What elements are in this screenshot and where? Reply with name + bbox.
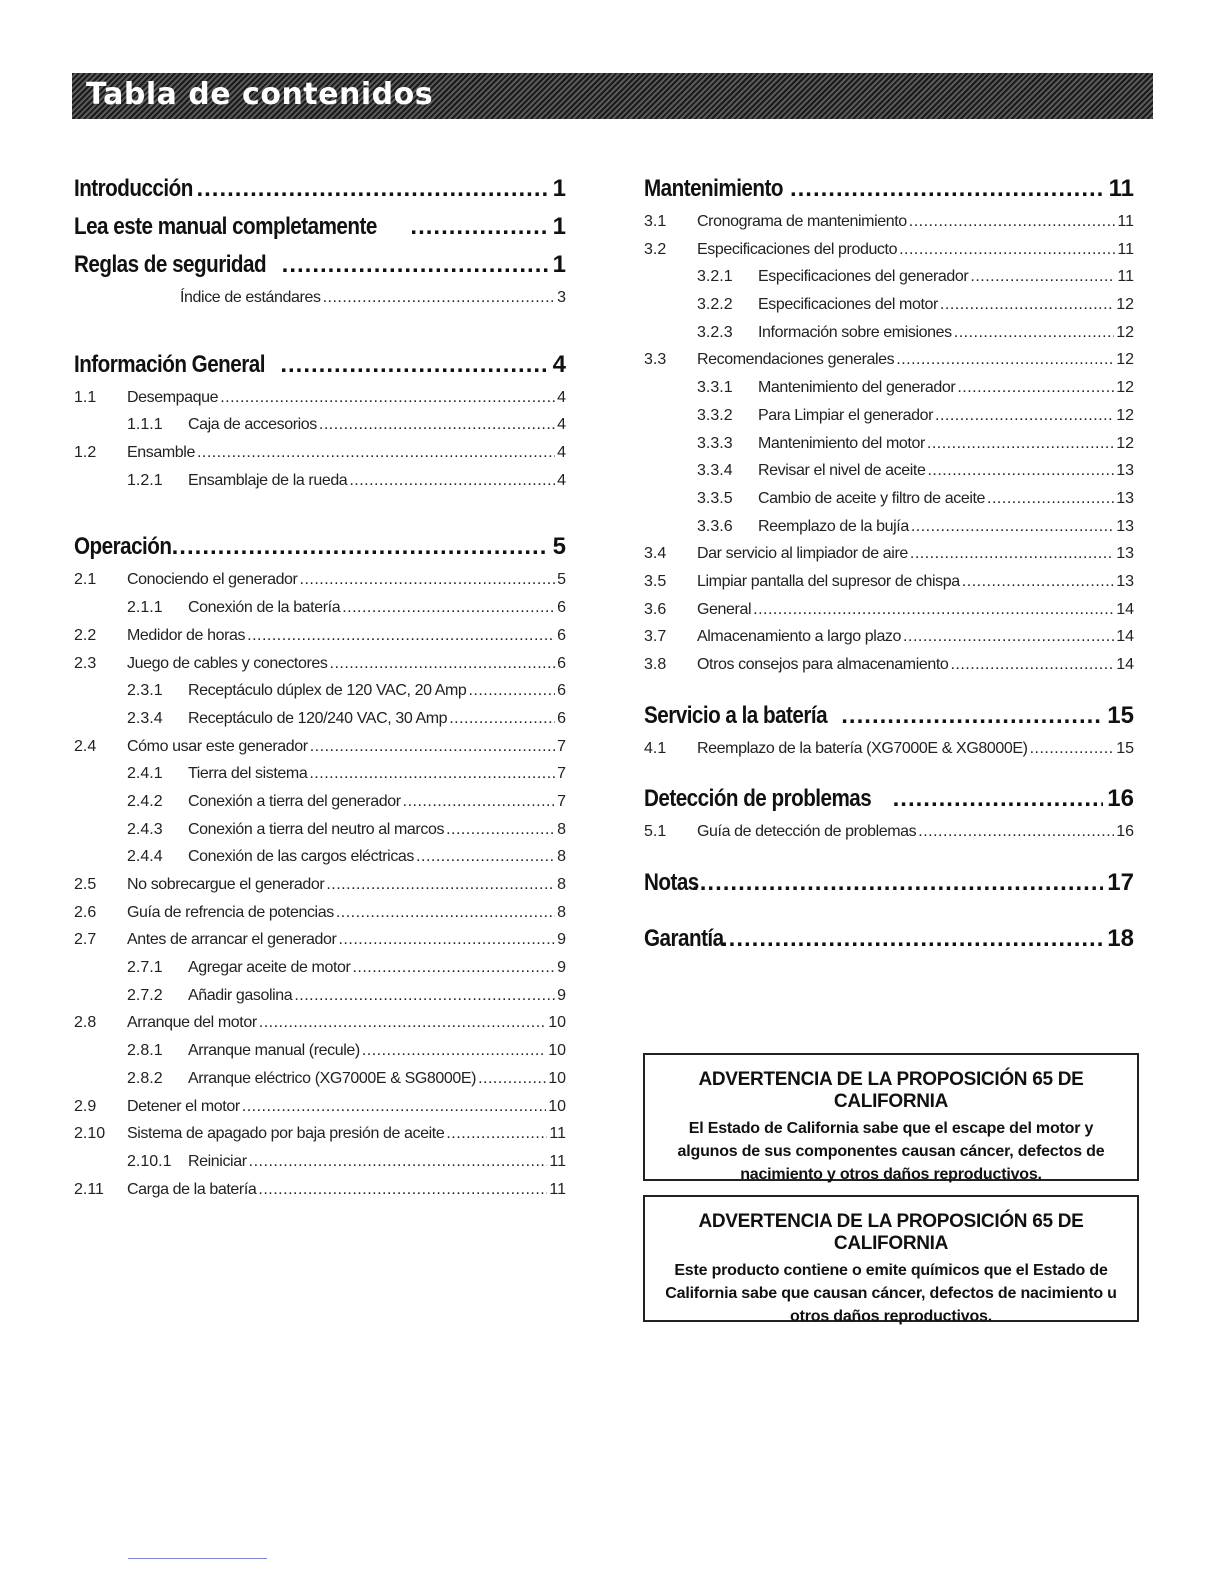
toc-entry-title: Cronograma de mantenimiento — [697, 213, 907, 230]
toc-entry-title: Especificaciones del motor — [758, 296, 938, 314]
toc-entry-number: 2.3.4 — [127, 709, 163, 727]
toc-entry-number: 3.3.5 — [697, 489, 733, 507]
dot-leader — [911, 513, 1114, 541]
toc-entry-number: 3.3.2 — [697, 406, 733, 424]
toc-entry-number: 3.2.3 — [697, 323, 733, 341]
toc-section-heading[interactable] — [644, 920, 1134, 958]
toc-page-number: 14 — [1116, 628, 1134, 646]
dot-leader — [280, 346, 548, 384]
toc-subentry[interactable] — [74, 705, 566, 733]
toc-page-number: 6 — [557, 599, 566, 617]
toc-entry-title: Mantenimiento del motor — [758, 434, 925, 452]
dot-leader — [790, 170, 1105, 208]
toc-entry-number: 1.2.1 — [127, 471, 163, 489]
toc-entry-number: 2.10 — [74, 1125, 106, 1143]
toc-page-number: 12 — [1116, 434, 1134, 452]
dot-leader — [449, 705, 555, 733]
toc-entry[interactable] — [644, 651, 1134, 679]
toc-entry-number: 2.4.2 — [127, 792, 163, 810]
toc-entry-title: Reemplazo de la bujía — [758, 517, 909, 535]
dot-leader — [258, 1176, 547, 1204]
toc-page-number: 10 — [548, 1014, 566, 1032]
toc-entry-title: Información General — [74, 350, 265, 378]
dot-leader — [259, 1009, 546, 1037]
toc-subentry[interactable] — [644, 513, 1134, 541]
toc-entry[interactable] — [74, 566, 566, 594]
dot-leader — [172, 528, 549, 566]
toc-subentry[interactable] — [74, 284, 566, 312]
toc-entry[interactable] — [644, 540, 1134, 568]
toc-entry-number: 5.1 — [644, 823, 667, 841]
toc-right-column — [644, 170, 1134, 958]
toc-entry[interactable] — [644, 568, 1134, 596]
dot-leader — [446, 816, 555, 844]
toc-entry-title: Especificaciones del generador — [758, 268, 969, 286]
dot-leader — [282, 246, 549, 284]
dot-leader — [899, 236, 1115, 264]
toc-entry-title: Revisar el nivel de aceite — [758, 462, 926, 480]
toc-spacer — [644, 902, 1134, 920]
warning-title: ADVERTENCIA DE LA PROPOSICIÓN 65 DE CALIFORNIA — [698, 1211, 1084, 1254]
toc-page-number: 14 — [1116, 600, 1134, 618]
toc-page-number: 11 — [1117, 268, 1134, 286]
toc-page-number: 8 — [557, 820, 566, 838]
toc-entry-title: Desempaque — [127, 388, 219, 406]
toc-entry-title: Limpiar pantalla del supresor de chispa — [697, 572, 960, 590]
toc-subentry[interactable] — [74, 594, 566, 622]
toc-entry-title: Carga de la batería — [127, 1180, 257, 1198]
toc-entry-number: 3.4 — [644, 545, 667, 563]
toc-left-column — [74, 170, 566, 1203]
dot-leader — [954, 319, 1114, 347]
toc-entry[interactable] — [74, 899, 566, 927]
toc-entry-title: Conexión a tierra del neutro al marcos — [188, 820, 445, 838]
toc-entry-number: 2.8.1 — [127, 1042, 163, 1060]
toc-entry-number: 3.2 — [644, 240, 667, 258]
toc-page-number: 14 — [1116, 656, 1134, 673]
toc-section-heading[interactable] — [644, 697, 1134, 735]
page-title: Tabla de contenidos — [86, 77, 434, 112]
toc-page-number: 16 — [1116, 823, 1134, 841]
dot-leader — [957, 374, 1114, 402]
toc-page-number: 4 — [557, 416, 566, 434]
toc-entry-title: Reiniciar — [188, 1152, 247, 1170]
toc-entry-title: Otros consejos para almacenamiento — [697, 656, 949, 673]
toc-page-number: 1 — [552, 251, 566, 278]
toc-subentry[interactable] — [74, 816, 566, 844]
prop65-warning-engine — [643, 1053, 1139, 1181]
toc-entry-number: 3.6 — [644, 600, 667, 618]
toc-entry-number: 3.3.3 — [697, 434, 733, 452]
toc-entry-title: Reglas de seguridad — [74, 251, 267, 278]
toc-entry-title: Agregar aceite de motor — [188, 959, 351, 977]
dot-leader — [950, 651, 1114, 679]
toc-entry[interactable] — [644, 236, 1134, 264]
dot-leader — [319, 411, 555, 439]
toc-entry-number: 3.3.4 — [697, 462, 733, 480]
toc-section-heading[interactable] — [74, 528, 566, 566]
toc-page-number: 11 — [1117, 240, 1134, 258]
toc-page-number: 12 — [1116, 323, 1134, 341]
dot-leader — [247, 622, 555, 650]
toc-entry-number: 3.5 — [644, 572, 667, 590]
toc-page-number: 17 — [1107, 869, 1134, 897]
toc-page-number: 10 — [548, 1042, 566, 1060]
toc-entry-number: 2.4.1 — [127, 765, 163, 783]
toc-entry-number: 2.7.1 — [127, 959, 163, 977]
toc-page-number: 11 — [549, 1180, 566, 1198]
toc-page-number: 13 — [1116, 545, 1134, 563]
toc-entry-number: 3.8 — [644, 656, 667, 673]
toc-entry-title: Para Limpiar el generador — [758, 406, 933, 424]
dot-leader — [249, 1148, 548, 1176]
toc-page-number: 3 — [557, 289, 566, 306]
dot-leader — [893, 780, 1104, 818]
toc-entry-number: 3.3.1 — [697, 379, 733, 397]
toc-entry-title: Garantía — [644, 925, 724, 953]
toc-entry-title: Almacenamiento a largo plazo — [697, 628, 902, 646]
toc-page-number: 6 — [557, 654, 566, 672]
toc-subentry[interactable] — [644, 430, 1134, 458]
toc-entry-title: Dar servicio al limpiador de aire — [697, 545, 908, 563]
toc-page-number: 8 — [557, 848, 566, 866]
toc-entry-number: 2.3 — [74, 654, 97, 672]
dot-leader — [242, 1093, 546, 1121]
toc-entry-title: Medidor de horas — [127, 626, 246, 644]
toc-entry-title: Conexión a tierra del generador — [188, 792, 401, 810]
dot-leader — [918, 818, 1114, 846]
dot-leader — [468, 677, 555, 705]
toc-entry-title: Guía de detección de problemas — [697, 823, 917, 841]
toc-entry[interactable] — [644, 346, 1134, 374]
toc-entry-number: 1.1.1 — [127, 416, 163, 434]
toc-page-number: 4 — [557, 388, 566, 406]
toc-subentry[interactable] — [644, 485, 1134, 513]
toc-entry-title: Antes de arrancar el generador — [127, 931, 337, 949]
toc-page-number: 4 — [557, 444, 566, 462]
toc-entry-title: Ensamblaje de la rueda — [188, 471, 348, 489]
toc-entry-title: No sobrecargue el generador — [127, 876, 325, 893]
toc-page-number: 7 — [557, 737, 566, 755]
dot-leader — [940, 291, 1114, 319]
dot-leader — [338, 926, 555, 954]
dot-leader — [416, 843, 555, 871]
toc-entry-title: Detener el motor — [127, 1097, 240, 1115]
toc-entry-number: 2.11 — [74, 1180, 104, 1198]
dot-leader — [342, 594, 555, 622]
toc-page-number: 12 — [1116, 406, 1134, 424]
toc-spacer — [74, 494, 566, 528]
toc-entry[interactable] — [74, 384, 566, 412]
toc-entry-title: Ensamble — [127, 444, 195, 462]
toc-spacer — [74, 312, 566, 346]
toc-page-number: 15 — [1107, 701, 1134, 729]
toc-entry-title: Caja de accesorios — [188, 416, 317, 434]
toc-entry-title: Cambio de aceite y filtro de aceite — [758, 489, 986, 507]
toc-entry[interactable] — [74, 650, 566, 678]
toc-entry-title: Operación — [74, 533, 172, 561]
dot-leader — [336, 899, 555, 927]
toc-entry-title: Mantenimiento del generador — [758, 379, 956, 397]
toc-subentry[interactable] — [74, 677, 566, 705]
dot-leader — [196, 170, 548, 208]
toc-entry[interactable] — [74, 926, 566, 954]
toc-entry-title: Lea este manual completamente — [74, 213, 377, 240]
toc-page-number: 1 — [552, 213, 566, 240]
toc-page-number: 4 — [557, 471, 566, 489]
dot-leader — [197, 439, 555, 467]
dot-leader — [927, 457, 1114, 485]
warning-body: Este producto contiene o emite químicos que el Estado de California sabe que causan cáncer, defectos de nacimiento u otros daños reproductivos. — [665, 1262, 1117, 1325]
toc-entry-title: Cómo usar este generador — [127, 737, 308, 755]
toc-entry-title: Conociendo el generador — [127, 571, 298, 589]
toc-subentry[interactable] — [74, 1037, 566, 1065]
warning-title: ADVERTENCIA DE LA PROPOSICIÓN 65 DE CALIFORNIA — [698, 1069, 1084, 1112]
toc-subentry[interactable] — [74, 843, 566, 871]
toc-subentry[interactable] — [74, 760, 566, 788]
toc-page-number: 1 — [552, 175, 566, 202]
toc-page-number: 11 — [1117, 213, 1134, 230]
warning-body: El Estado de California sabe que el escape del motor y algunos de sus componentes causan cáncer, defectos de nacimiento y otros daños reproductivos. — [677, 1120, 1105, 1183]
dot-leader — [323, 284, 556, 312]
toc-entry-number: 2.6 — [74, 903, 97, 921]
toc-entry-number: 2.3.1 — [127, 682, 163, 700]
toc-subentry[interactable] — [644, 291, 1134, 319]
toc-page-number: 6 — [557, 682, 566, 700]
toc-entry[interactable] — [644, 735, 1134, 763]
toc-page-number: 13 — [1116, 517, 1134, 535]
toc-page-number: 7 — [557, 792, 566, 810]
toc-entry[interactable] — [644, 596, 1134, 624]
toc-entry-title: Introducción — [74, 175, 193, 202]
toc-entry-title: Guía de refrencia de potencias — [127, 903, 334, 921]
toc-entry-title: Reemplazo de la batería (XG7000E & XG8000E) — [697, 739, 1028, 757]
dot-leader — [841, 697, 1103, 735]
toc-subentry[interactable] — [74, 467, 566, 495]
toc-spacer — [644, 846, 1134, 864]
toc-entry-title: Arranque eléctrico (XG7000E & SG8000E) — [188, 1069, 477, 1087]
toc-page-number: 13 — [1116, 462, 1134, 480]
toc-page-number: 15 — [1116, 739, 1134, 757]
prop65-warning-chemicals — [643, 1195, 1139, 1325]
toc-entry-number: 2.8.2 — [127, 1069, 163, 1087]
toc-entry-title: Especificaciones del producto — [697, 240, 898, 258]
toc-page-number: 11 — [1108, 175, 1134, 202]
dot-leader — [309, 760, 555, 788]
toc-section-heading[interactable] — [74, 170, 566, 208]
dot-leader — [753, 596, 1114, 624]
toc-entry[interactable] — [644, 208, 1134, 236]
toc-entry-title: Sistema de apagado por baja presión de aceite — [127, 1125, 445, 1143]
toc-entry[interactable] — [74, 622, 566, 650]
toc-page-number: 5 — [557, 571, 566, 589]
dot-leader — [294, 982, 555, 1010]
dot-leader — [330, 650, 556, 678]
toc-entry-number: 2.4.4 — [127, 848, 163, 866]
toc-spacer — [644, 679, 1134, 697]
toc-entry-number: 3.3.6 — [697, 517, 733, 535]
dot-leader — [962, 568, 1114, 596]
toc-page-number: 13 — [1116, 572, 1134, 590]
toc-page-number: 8 — [557, 903, 566, 921]
toc-page-number: 9 — [557, 931, 566, 949]
toc-page-number: 6 — [557, 626, 566, 644]
toc-page-number: 11 — [549, 1125, 566, 1143]
toc-entry-number: 3.3 — [644, 351, 667, 369]
dot-leader — [352, 954, 555, 982]
toc-page-number: 5 — [552, 533, 566, 561]
toc-entry-number: 2.10.1 — [127, 1152, 172, 1170]
toc-subentry[interactable] — [644, 402, 1134, 430]
toc-subentry[interactable] — [644, 457, 1134, 485]
toc-entry-number: 2.4 — [74, 737, 97, 755]
dot-leader — [692, 864, 1103, 902]
toc-entry-number: 2.9 — [74, 1097, 97, 1115]
toc-entry-number: 2.1.1 — [127, 599, 163, 617]
toc-page-number: 9 — [557, 959, 566, 977]
toc-entry-title: Añadir gasolina — [188, 986, 293, 1004]
dot-leader — [903, 623, 1114, 651]
dot-leader — [1030, 735, 1115, 763]
toc-entry-number: 2.8 — [74, 1014, 97, 1032]
toc-page-number: 13 — [1116, 489, 1134, 507]
toc-entry[interactable] — [74, 1120, 566, 1148]
toc-entry-number: 3.2.2 — [697, 296, 733, 314]
toc-entry[interactable] — [644, 623, 1134, 651]
toc-entry-title: Servicio a la batería — [644, 701, 828, 729]
toc-entry[interactable] — [74, 439, 566, 467]
toc-entry[interactable] — [74, 871, 566, 899]
toc-entry-number: 3.7 — [644, 628, 667, 646]
toc-banner — [72, 73, 1153, 119]
toc-page-number: 16 — [1107, 785, 1134, 813]
dot-leader — [896, 346, 1114, 374]
toc-entry-number: 2.1 — [74, 571, 97, 589]
toc-page-number: 7 — [557, 765, 566, 783]
toc-entry[interactable] — [74, 733, 566, 761]
dot-leader — [446, 1120, 547, 1148]
toc-page-number: 9 — [557, 986, 566, 1004]
toc-page-number: 6 — [557, 709, 566, 727]
dot-leader — [410, 208, 548, 246]
toc-entry-title: Conexión de la batería — [188, 599, 341, 617]
toc-entry-title: Detección de problemas — [644, 785, 872, 813]
dot-leader — [927, 430, 1114, 458]
toc-subentry[interactable] — [74, 1148, 566, 1176]
toc-section-heading[interactable] — [74, 346, 566, 384]
toc-entry-number: 2.2 — [74, 626, 97, 644]
dot-leader — [310, 733, 555, 761]
toc-entry-title: Información sobre emisiones — [758, 323, 952, 341]
toc-page-number: 8 — [557, 876, 566, 893]
toc-entry[interactable] — [74, 1009, 566, 1037]
toc-section-heading[interactable] — [644, 864, 1134, 902]
dot-leader — [987, 485, 1114, 513]
toc-entry-title: Conexión de las cargos eléctricas — [188, 848, 415, 866]
toc-entry-number: 3.2.1 — [697, 268, 733, 286]
toc-page-number: 4 — [552, 350, 566, 378]
dot-leader — [362, 1037, 546, 1065]
toc-entry-title: Arranque manual (recule) — [188, 1042, 360, 1060]
toc-entry-number: 2.7.2 — [127, 986, 163, 1004]
toc-entry-title: Tierra del sistema — [188, 765, 308, 783]
toc-subentry[interactable] — [644, 374, 1134, 402]
toc-entry[interactable] — [74, 1176, 566, 1204]
toc-entry-title: General — [697, 600, 752, 618]
toc-entry-number: 3.1 — [644, 213, 667, 230]
toc-entry-title: Arranque del motor — [127, 1014, 257, 1032]
toc-entry-title: Índice de estándares — [180, 289, 321, 306]
toc-subentry[interactable] — [644, 319, 1134, 347]
toc-entry-title: Receptáculo dúplex de 120 VAC, 20 Amp — [188, 682, 467, 700]
toc-page-number: 12 — [1116, 296, 1134, 314]
toc-entry-title: Notas — [644, 869, 699, 897]
toc-entry-title: Receptáculo de 120/240 VAC, 30 Amp — [188, 709, 448, 727]
toc-subentry[interactable] — [74, 982, 566, 1010]
toc-subentry[interactable] — [74, 1065, 566, 1093]
toc-entry[interactable] — [74, 1093, 566, 1121]
toc-section-heading[interactable] — [74, 208, 566, 246]
toc-entry-number: 2.4.3 — [127, 820, 163, 838]
toc-entry-number: 2.5 — [74, 876, 97, 893]
toc-page-number: 12 — [1116, 351, 1134, 369]
toc-entry-number: 1.2 — [74, 444, 97, 462]
toc-subentry[interactable] — [74, 788, 566, 816]
toc-page-number: 18 — [1107, 925, 1134, 953]
dot-leader — [970, 263, 1115, 291]
dot-leader — [349, 467, 555, 495]
toc-entry-title: Recomendaciones generales — [697, 351, 895, 369]
dot-leader — [909, 208, 1116, 236]
toc-entry-number: 2.7 — [74, 931, 97, 949]
toc-subentry[interactable] — [644, 263, 1134, 291]
footer-rule — [128, 1558, 267, 1559]
toc-entry-number: 1.1 — [74, 388, 97, 406]
toc-subentry[interactable] — [74, 954, 566, 982]
toc-page-number: 10 — [548, 1097, 566, 1115]
dot-leader — [478, 1065, 546, 1093]
dot-leader — [721, 920, 1103, 958]
toc-section-heading[interactable] — [74, 246, 566, 284]
dot-leader — [910, 540, 1114, 568]
toc-section-heading[interactable] — [644, 780, 1134, 818]
dot-leader — [220, 384, 555, 412]
toc-page-number: 12 — [1116, 379, 1134, 397]
dot-leader — [326, 871, 555, 899]
toc-section-heading[interactable] — [644, 170, 1134, 208]
toc-entry[interactable] — [644, 818, 1134, 846]
dot-leader — [300, 566, 556, 594]
toc-entry-title: Juego de cables y conectores — [127, 654, 328, 672]
toc-subentry[interactable] — [74, 411, 566, 439]
dot-leader — [935, 402, 1114, 430]
dot-leader — [403, 788, 555, 816]
toc-entry-number: 4.1 — [644, 739, 667, 757]
toc-page-number: 11 — [549, 1152, 566, 1170]
toc-spacer — [644, 762, 1134, 780]
toc-page-number: 10 — [548, 1069, 566, 1087]
toc-entry-title: Mantenimiento — [644, 175, 783, 202]
